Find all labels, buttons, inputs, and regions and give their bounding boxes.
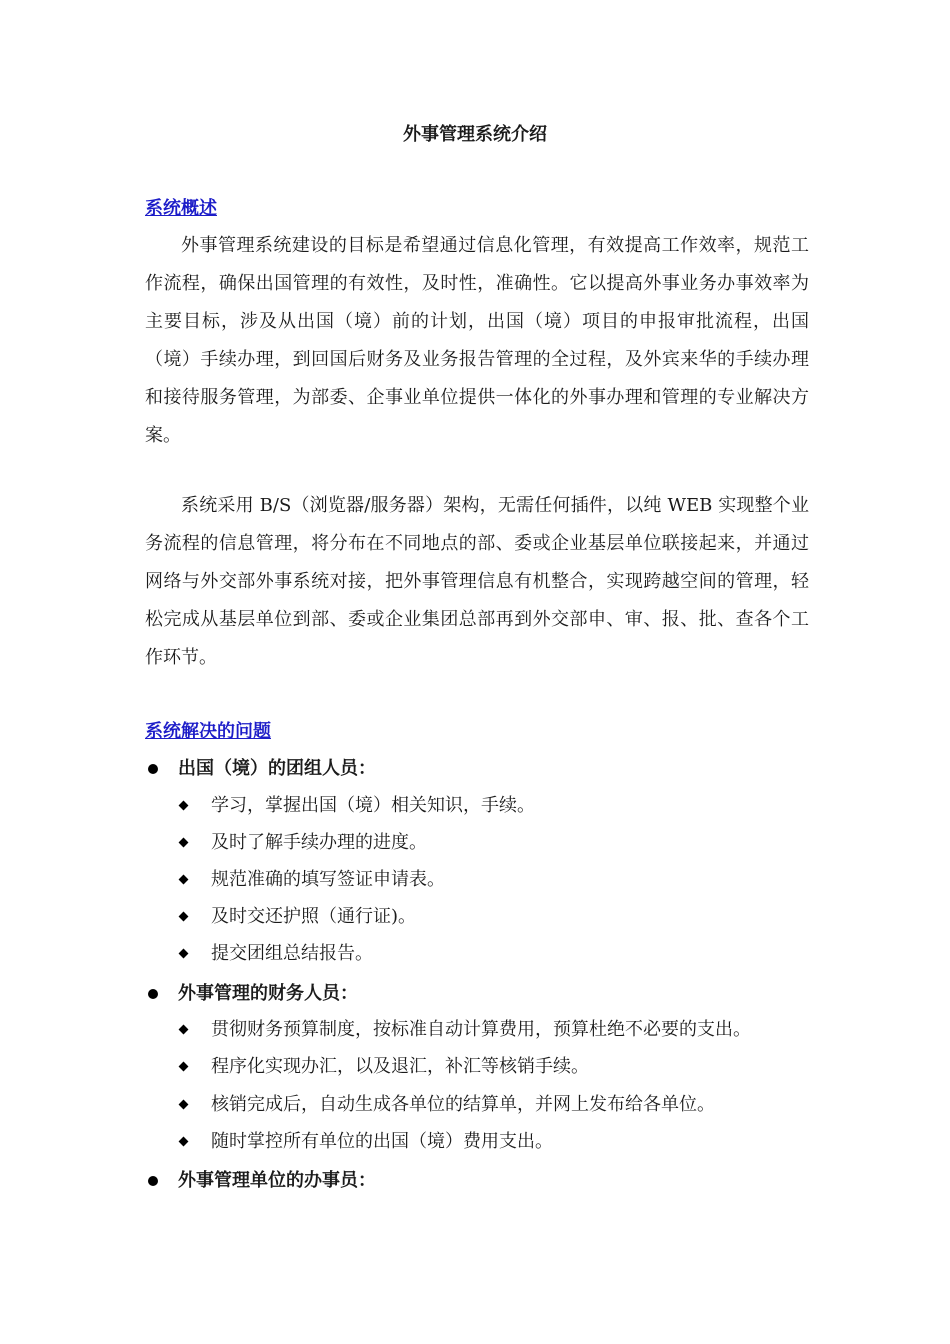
diamond-bullet-icon <box>179 838 189 848</box>
group-label: 出国（境）的团组人员： <box>178 758 376 779</box>
list-item-text: 程序化实现办汇，以及退汇，补汇等核销手续。 <box>211 1056 589 1077</box>
bullet-dot-icon <box>148 764 158 774</box>
diamond-bullet-icon <box>179 1062 189 1072</box>
list-item-text: 核销完成后，自动生成各单位的结算单，并网上发布给各单位。 <box>211 1094 715 1115</box>
diamond-bullet-icon <box>179 801 189 811</box>
diamond-bullet-icon <box>179 1025 189 1035</box>
diamond-bullet-icon <box>179 1100 189 1110</box>
list-item-text: 随时掌控所有单位的出国（境）费用支出。 <box>211 1131 553 1152</box>
list-item-text: 提交团组总结报告。 <box>211 943 373 964</box>
diamond-bullet-icon <box>179 949 189 959</box>
section-heading-problems[interactable]: 系统解决的问题 <box>145 721 271 742</box>
list-item-text: 及时了解手续办理的进度。 <box>211 832 427 853</box>
group-label: 外事管理单位的办事员： <box>178 1170 376 1191</box>
list-item-text: 规范准确的填写签证申请表。 <box>211 869 445 890</box>
bullet-dot-icon <box>148 1176 158 1186</box>
overview-paragraph-1: 外事管理系统建设的目标是希望通过信息化管理，有效提高工作效率，规范工作流程，确保出国管理的有效性，及时性，准确性。它以提高外事业务办事效率为主要目标，涉及从出国（境）前的计划，出国（境）项目的申报审批流程，出国（境）手续办理，到回国后财务及业务报告管理的全过程，及外宾来华的手续办理和接待服务管理，为部委、企事业单位提供一体化的外事办理和管理的专业解决方案。 <box>145 235 809 446</box>
section-heading-overview[interactable]: 系统概述 <box>145 198 217 219</box>
list-item-text: 贯彻财务预算制度，按标准自动计算费用，预算杜绝不必要的支出。 <box>211 1019 751 1040</box>
document-title: 外事管理系统介绍 <box>403 124 547 145</box>
diamond-bullet-icon <box>179 912 189 922</box>
diamond-bullet-icon <box>179 1137 189 1147</box>
overview-paragraph-2: 系统采用 B/S（浏览器/服务器）架构，无需任何插件，以纯 WEB 实现整个业务流程的信息管理，将分布在不同地点的部、委或企业基层单位联接起来，并通过网络与外交部外事系统对接，把外事管理信息有机整合，实现跨越空间的管理，轻松完成从基层单位到部、委或企业集团总部再到外交部申、审、报、批、查各个工作环节。 <box>145 495 809 668</box>
group-label: 外事管理的财务人员： <box>178 983 358 1004</box>
list-item-text: 及时交还护照（通行证)。 <box>211 906 417 927</box>
diamond-bullet-icon <box>179 875 189 885</box>
list-item-text: 学习，掌握出国（境）相关知识，手续。 <box>211 795 535 816</box>
bullet-dot-icon <box>148 989 158 999</box>
